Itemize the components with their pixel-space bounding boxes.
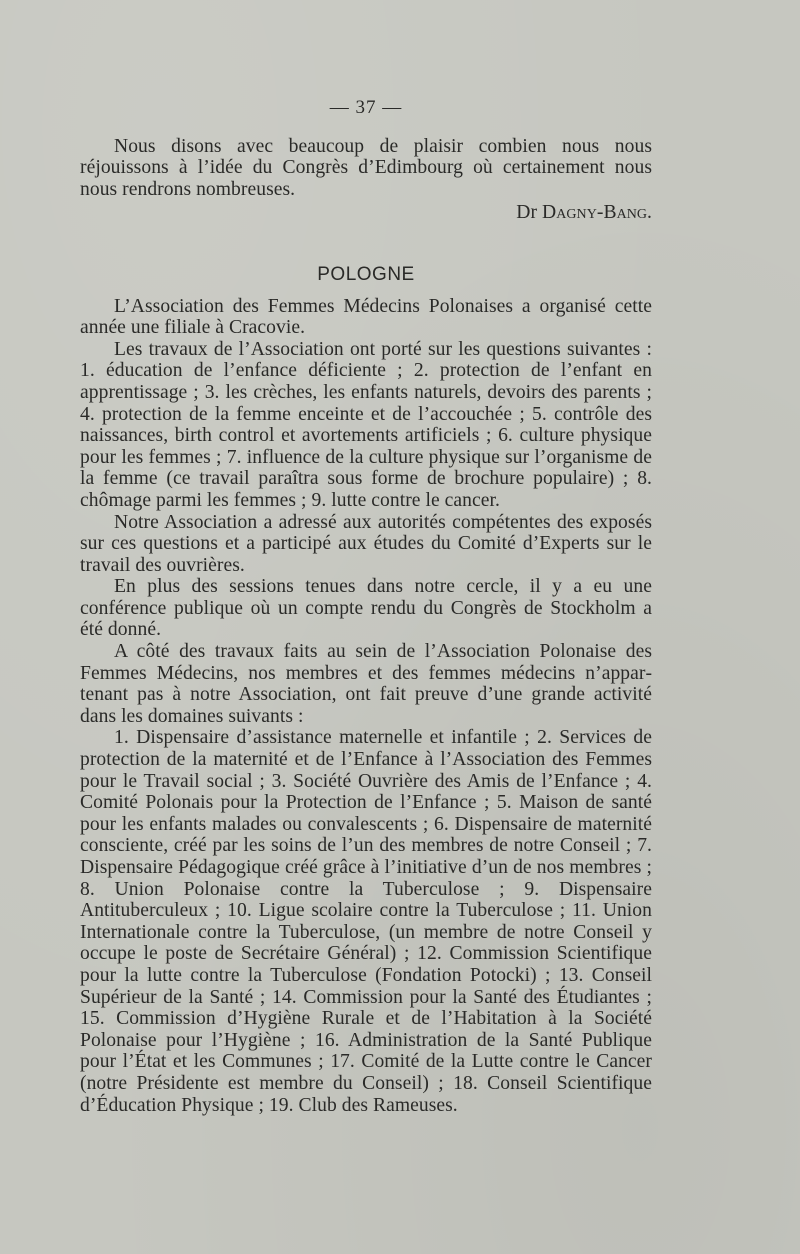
section-paragraph-4: En plus des sessions tenues dans notre cercle, il y a eu une conférence publique où un compte rendu du Congrès de Stockholm a été donné.	[80, 576, 652, 641]
intro-paragraph: Nous disons avec beaucoup de plaisir combien nous nous réjouissons à l’idée du Congrès d’Edimbourg où certainement nous nous rendrons nombreuses.	[80, 135, 652, 200]
signature-name: Dagny-Bang.	[542, 202, 652, 224]
section-paragraph-5: A côté des travaux faits au sein de l’Association Polonaise des Femmes Médecins, nos membres et des femmes médecins n’appartenant pas à notre Association, ont fait preuve d’une grande activité dans les domaines suivants :	[80, 641, 652, 727]
section-title: POLOGNE	[317, 263, 415, 285]
section-paragraph-1: L’Association des Femmes Médecins Polonaises a organisé cette année une filiale à Cracovie.	[80, 295, 652, 339]
page-number: — 37 —	[329, 97, 403, 118]
text-block	[80, 97, 652, 1116]
section-paragraph-6: 1. Dispensaire d’assistance maternelle et infantile ; 2. Services de protection de la maternité et de l’Enfance à l’Association des Femmes pour le Travail social ; 3. Société Ouvrière des Amis de l’Enfance ; 4. Comité Polonais pour la Protection de l’Enfance ; 5. Maison de santé pour les enfants malades ou convalescents ; 6. Dispensaire de maternité consciente, créé par les soins de l’un des membres de notre Conseil ; 7. Dispensaire Pédagogique créé grâce à l’initiative d’un de nos membres ; 8. Union Polonaise contre la Tuberculose ; 9. Dispensaire Antituberculeux ; 10. Ligue scolaire contre la Tuberculose ; 11. Union Internationale contre la Tuberculose, (un membre de notre Conseil y occupe le poste de Secrétaire Général) ; 12. Commission Scientifique pour la lutte contre la Tuberculose (Fondation Potocki) ; 13. Conseil Supérieur de la Santé ; 14. Commission pour la Santé des Étudiantes ; 15. Commission d’Hygiène Rurale et de l’Habitation à la Société Polonaise pour l’Hygiène ; 16. Administration de la Santé Publique pour l’État et les Communes ; 17. Comité de la Lutte contre le Cancer (notre Présidente est membre du Conseil) ; 18. Conseil Scientifique d’Éducation Physique ; 19. Club des Rameuses.	[80, 727, 652, 1116]
section-paragraph-2: Les travaux de l’Association ont porté sur les questions suivantes : 1. éducation de l’enfance déficiente ; 2. protection de l’enfant en apprentissage ; 3. les crèches, les enfants naturels, devoirs des parents ; 4. protection de la femme enceinte et de l’accouchée ; 5. contrôle des naissances, birth control et avortements artificiels ; 6. culture physique pour les femmes ; 7. influence de la culture physique sur l’organisme de la femme (ce travail paraîtra sous forme de brochure populaire) ; 8. chômage parmi les femmes ; 9. lutte contre le cancer.	[80, 338, 652, 511]
section-paragraph-3: Notre Association a adressé aux autorités compétentes des exposés sur ces questions et a participé aux études du Comité d’Experts sur le travail des ouvrières.	[80, 511, 652, 576]
signature	[80, 202, 652, 224]
signature-prefix: Dr	[516, 202, 543, 224]
